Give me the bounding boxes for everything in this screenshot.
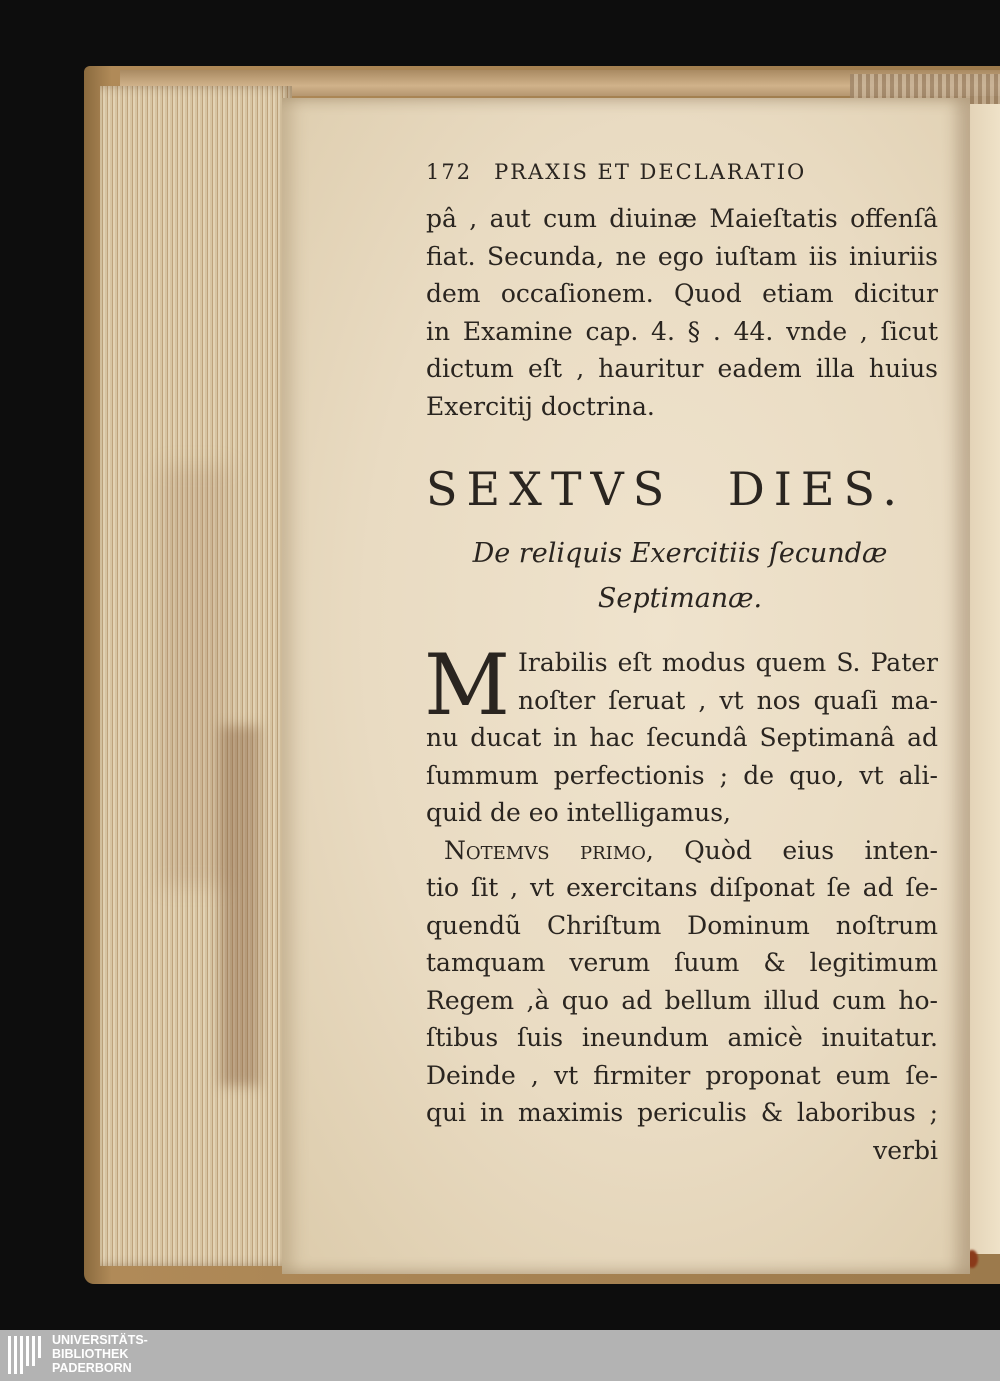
lead-words: Notemvs primo, <box>444 835 654 865</box>
text-line: tamquam verum ſuum & legitimum <box>426 948 938 977</box>
text-run: Quòd eius inten- <box>653 835 938 865</box>
text-line: ſtibus ſuis ineundum amicè inuitatur. <box>426 1023 938 1052</box>
text-line: dictum eſt , hauritur eadem illa huius <box>426 354 938 383</box>
paragraph-2 <box>424 636 938 1169</box>
section-heading: SEXTVS DIES. <box>426 462 906 516</box>
running-title: PRAXIS ET DECLARATIO <box>494 160 807 184</box>
text-line: in Examine cap. 4. § . 44. vnde , ſicut <box>426 316 938 346</box>
text-line: quendũ Chriſtum Dominum noſtrum <box>426 910 938 940</box>
text-line: tio ſit , vt exercitans diſponat ſe ad ſe- <box>426 873 938 902</box>
library-name-line: UNIVERSITÄTS- <box>52 1333 148 1347</box>
running-head <box>426 160 926 184</box>
text-line: Regem ,à quo ad bellum illud cum ho- <box>426 985 938 1015</box>
library-name-line: PADERBORN <box>52 1361 132 1375</box>
text-line: Irabilis eſt modus quem S. Pater <box>518 648 938 677</box>
text-line: qui in maximis periculis & laboribus ; <box>426 1098 938 1127</box>
drop-cap: M <box>424 636 511 734</box>
page-number: 172 <box>426 160 473 184</box>
text-line: ſummum perfectionis ; de quo, vt ali- <box>426 760 938 790</box>
text-line: fiat. Secunda, ne ego iuſtam iis iniuriis <box>426 241 938 271</box>
text-line: nu ducat in hac ſecundâ Septimanâ ad <box>426 723 938 752</box>
library-name-line: BIBLIOTHEK <box>52 1347 129 1361</box>
text-line: Exercitij doctrina. <box>426 391 655 421</box>
library-logo-icon <box>6 1334 46 1378</box>
catchword: verbi <box>873 1135 938 1165</box>
library-footer <box>0 1330 1000 1381</box>
paragraph-1 <box>426 200 938 425</box>
section-subheading-line: De reliquis Exercitiis ſecundæ <box>472 538 888 569</box>
text-line: dem occaſionem. Quod etiam dicitur <box>426 279 938 308</box>
text-line: quid de eo intelligamus, <box>426 798 732 827</box>
text-line: Deinde , vt firmiter proponat eum ſe- <box>426 1060 938 1090</box>
section-subheading-line: Septimanæ. <box>597 583 763 614</box>
text-line: pâ , aut cum diuinæ Maieſtatis offenſâ <box>426 204 938 233</box>
text-line: noſter ſeruat , vt nos quaſi ma- <box>518 685 938 715</box>
page-block-edges <box>100 86 292 1266</box>
text-line <box>426 832 938 870</box>
